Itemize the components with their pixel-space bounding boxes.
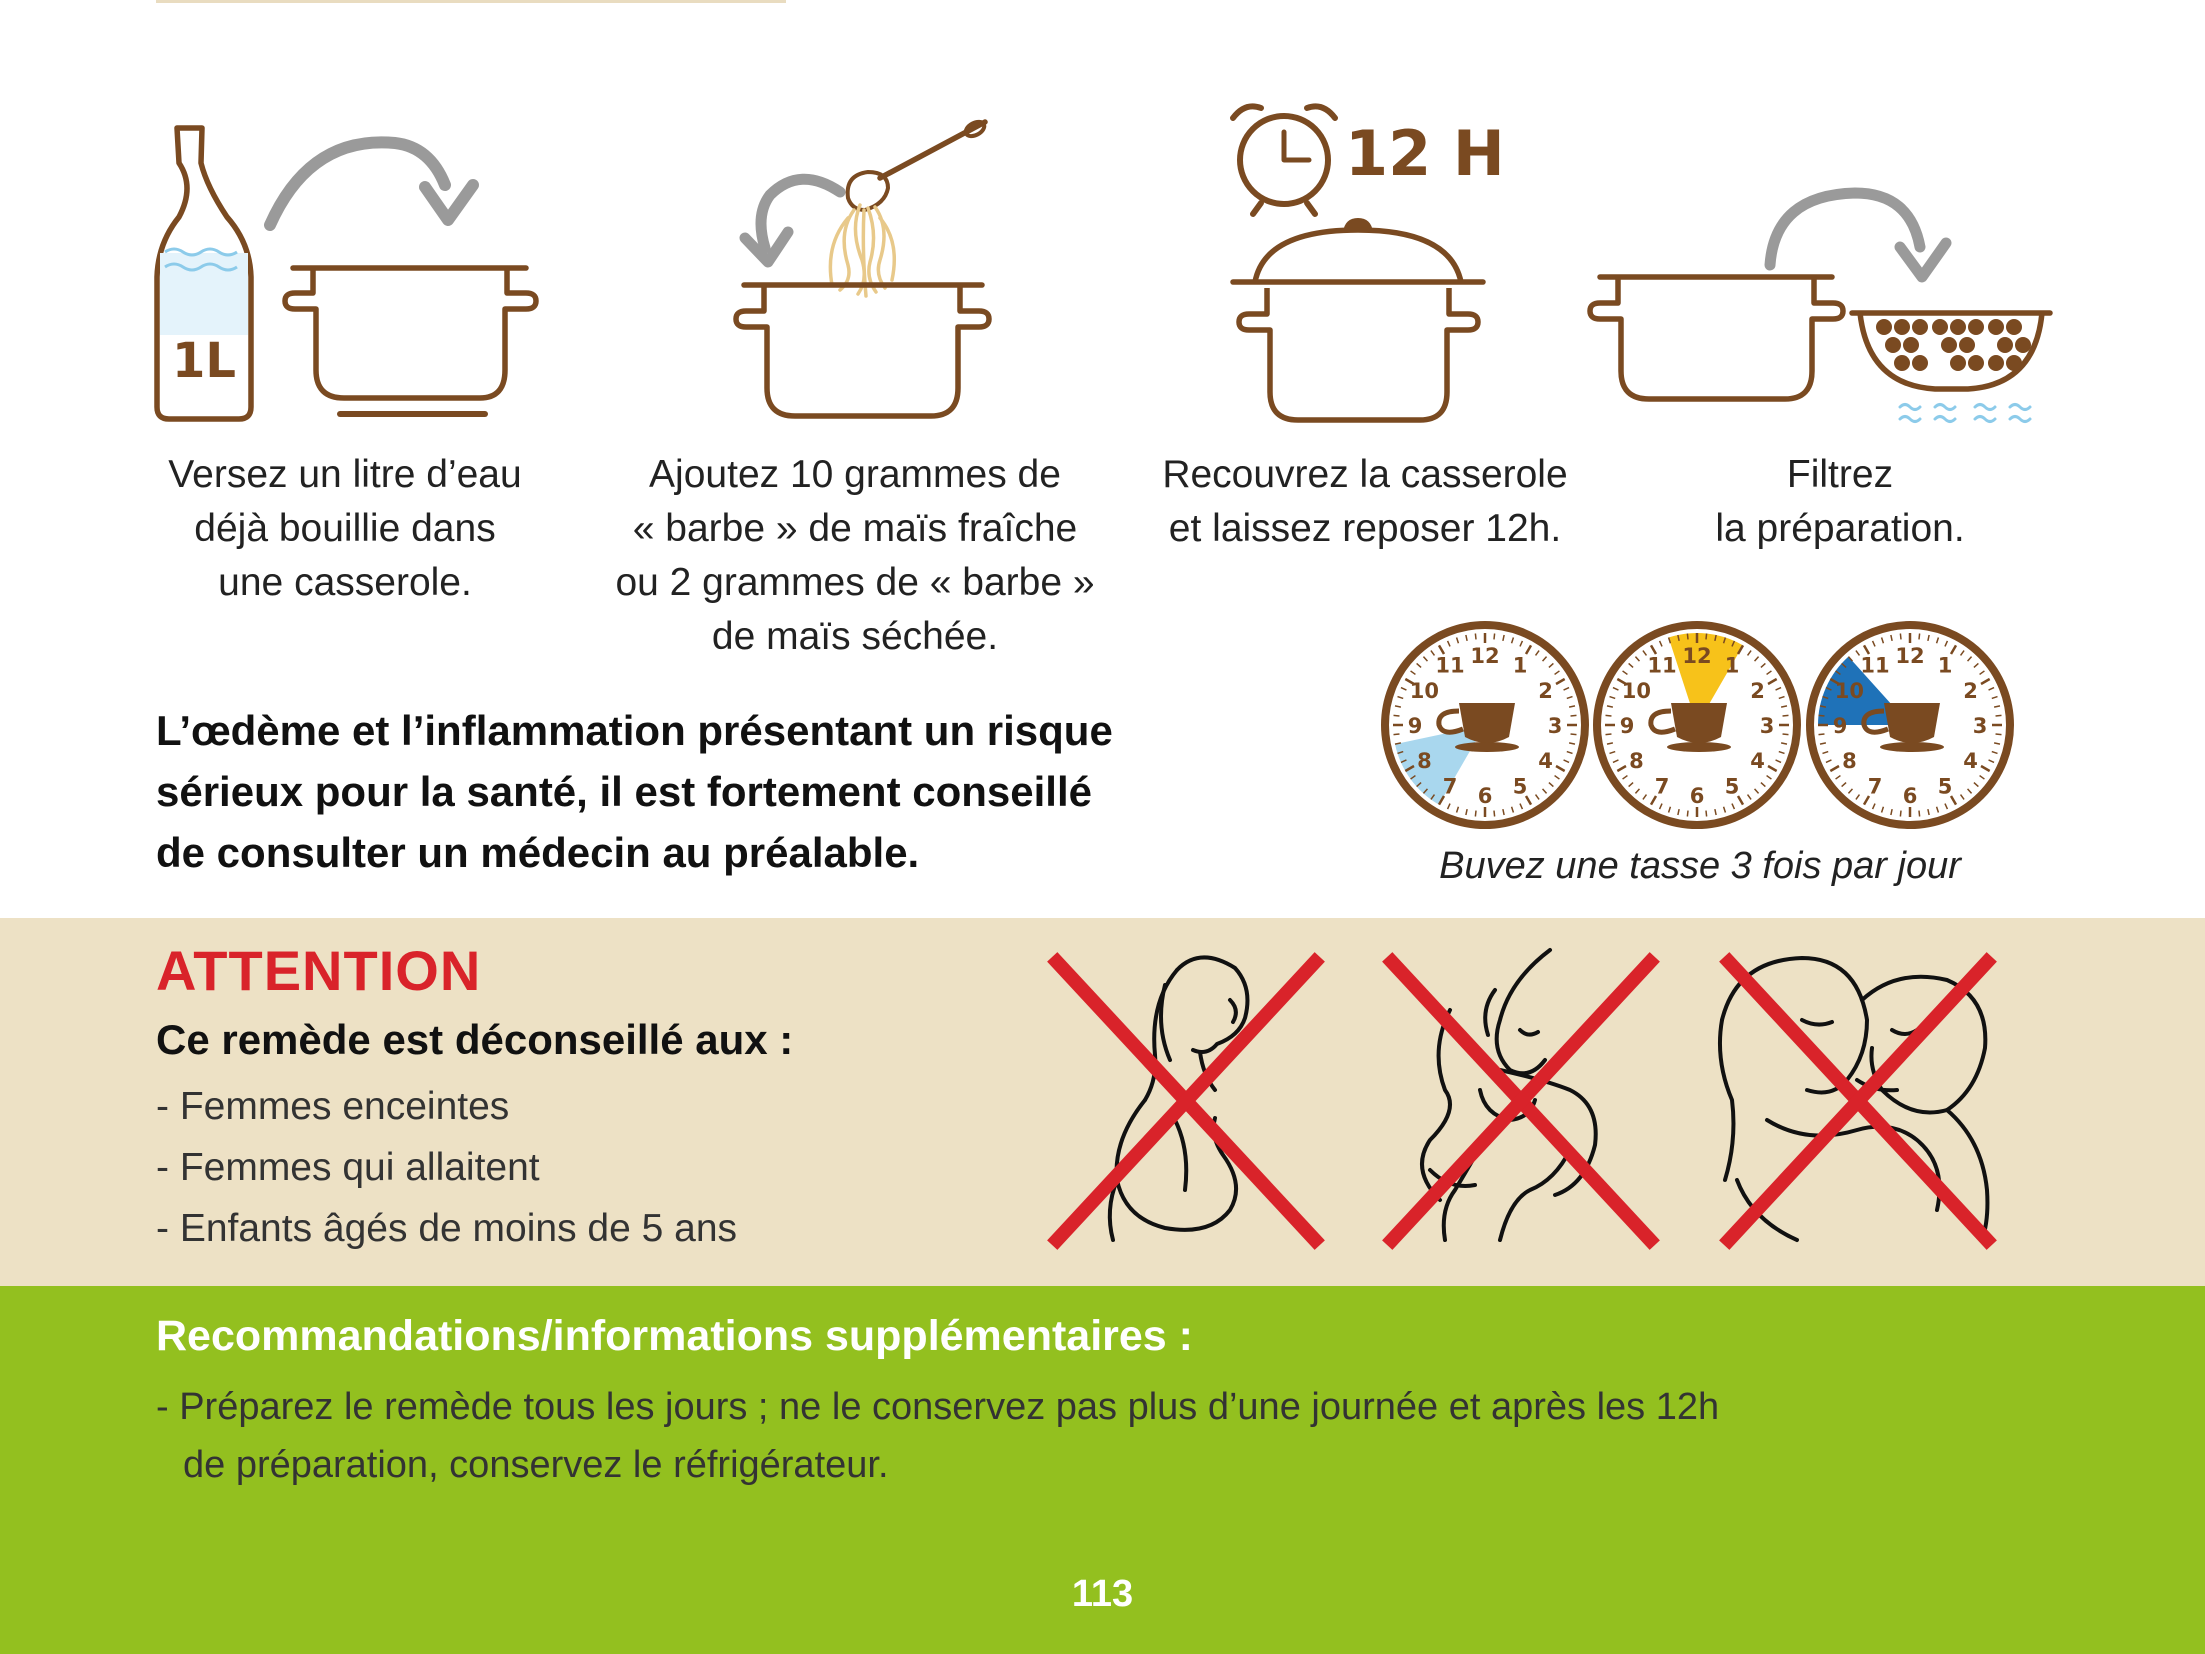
clock-number: 5	[1512, 774, 1528, 799]
clock-number: 11	[1647, 653, 1677, 678]
clock-number: 7	[1654, 774, 1670, 799]
crossed-out-pregnant-woman-icon	[1035, 940, 1335, 1260]
step4-caption: Filtrez la préparation.	[1715, 453, 1965, 550]
recommendations-title: Recommandations/informations supplémentaires :	[156, 1312, 1193, 1360]
clock-number: 2	[1538, 679, 1553, 703]
clock-number: 2	[1750, 679, 1765, 703]
clock-number: 8	[1417, 749, 1432, 773]
clock-number: 2	[1963, 679, 1978, 703]
clock-number: 8	[1629, 749, 1644, 773]
clock-number: 12	[1682, 644, 1712, 668]
list-item: - Femmes enceintes	[156, 1085, 510, 1128]
top-rule	[156, 0, 786, 3]
dosage-caption: Buvez une tasse 3 fois par jour	[1439, 845, 1961, 887]
clock-number: 6	[1477, 784, 1493, 808]
clock-number: 11	[1435, 653, 1465, 678]
clock-number: 3	[1759, 714, 1775, 738]
svg-text:12 H: 12 H	[1345, 117, 1505, 190]
attention-title: ATTENTION	[156, 939, 482, 1002]
clock-number: 9	[1619, 714, 1635, 738]
add-corn-silk-icon	[720, 110, 1000, 430]
clock-number: 3	[1972, 714, 1988, 738]
recommendation-line: - Préparez le remède tous les jours ; ne le conservez pas plus d’une journée et après les 12h	[156, 1386, 1720, 1428]
clock-number: 3	[1547, 714, 1563, 738]
step3-caption: Recouvrez la casserole et laissez reposer 12h.	[1162, 453, 1568, 550]
clock-number: 11	[1860, 653, 1890, 678]
recommendations-text	[156, 1378, 1856, 1494]
step2-caption: Ajoutez 10 grammes de « barbe » de maïs fraîche ou 2 grammes de « barbe » de maïs séchée.	[615, 453, 1095, 658]
clock-number: 1	[1512, 653, 1528, 678]
svg-text:1L: 1L	[172, 333, 236, 389]
medical-warning: L’œdème et l’inflammation présentant un risque sérieux pour la santé, il est fortement conseillé de consulter un médecin au préalable.	[156, 707, 1113, 876]
clock-number: 7	[1867, 774, 1883, 799]
list-item: - Enfants âgés de moins de 5 ans	[156, 1207, 738, 1250]
clock-number: 1	[1724, 653, 1740, 678]
clock-number: 5	[1937, 774, 1953, 799]
clock-number: 1	[1937, 653, 1953, 678]
clock-number: 4	[1538, 749, 1553, 773]
page-number: 113	[1071, 1573, 1134, 1615]
clock-number: 8	[1842, 749, 1857, 773]
attention-subtitle: Ce remède est déconseillé aux :	[156, 1016, 794, 1063]
dose-clock	[1597, 625, 1797, 825]
clock-number: 9	[1832, 714, 1848, 738]
clock-number: 10	[1834, 679, 1864, 703]
clock-number: 4	[1963, 749, 1978, 773]
clock-number: 10	[1621, 679, 1651, 703]
clock-number: 9	[1407, 714, 1423, 738]
dose-clock	[1810, 625, 2010, 825]
clock-number: 5	[1724, 774, 1740, 799]
dosage-clocks	[1375, 615, 2025, 835]
clock-number: 12	[1470, 644, 1500, 668]
list-item: - Femmes qui allaitent	[156, 1146, 540, 1189]
clock-number: 4	[1750, 749, 1765, 773]
clock-number: 7	[1442, 774, 1458, 799]
clock-number: 6	[1902, 784, 1918, 808]
crossed-out-breastfeeding-icon	[1370, 940, 1670, 1260]
covered-pot-timer-icon	[1225, 100, 1505, 430]
clock-number: 12	[1895, 644, 1925, 668]
clock-number: 10	[1409, 679, 1439, 703]
recommendation-line: de préparation, conservez le réfrigérateur.	[183, 1444, 889, 1486]
step1-caption: Versez un litre d’eau déjà bouillie dans une casserole.	[168, 453, 522, 604]
bottle-pour-into-pot-icon	[155, 115, 555, 425]
filter-colander-icon	[1590, 185, 2060, 435]
clock-number: 6	[1689, 784, 1705, 808]
dose-clock	[1385, 625, 1585, 825]
contraindication-list	[156, 1076, 737, 1259]
crossed-out-child-icon	[1707, 940, 2007, 1260]
